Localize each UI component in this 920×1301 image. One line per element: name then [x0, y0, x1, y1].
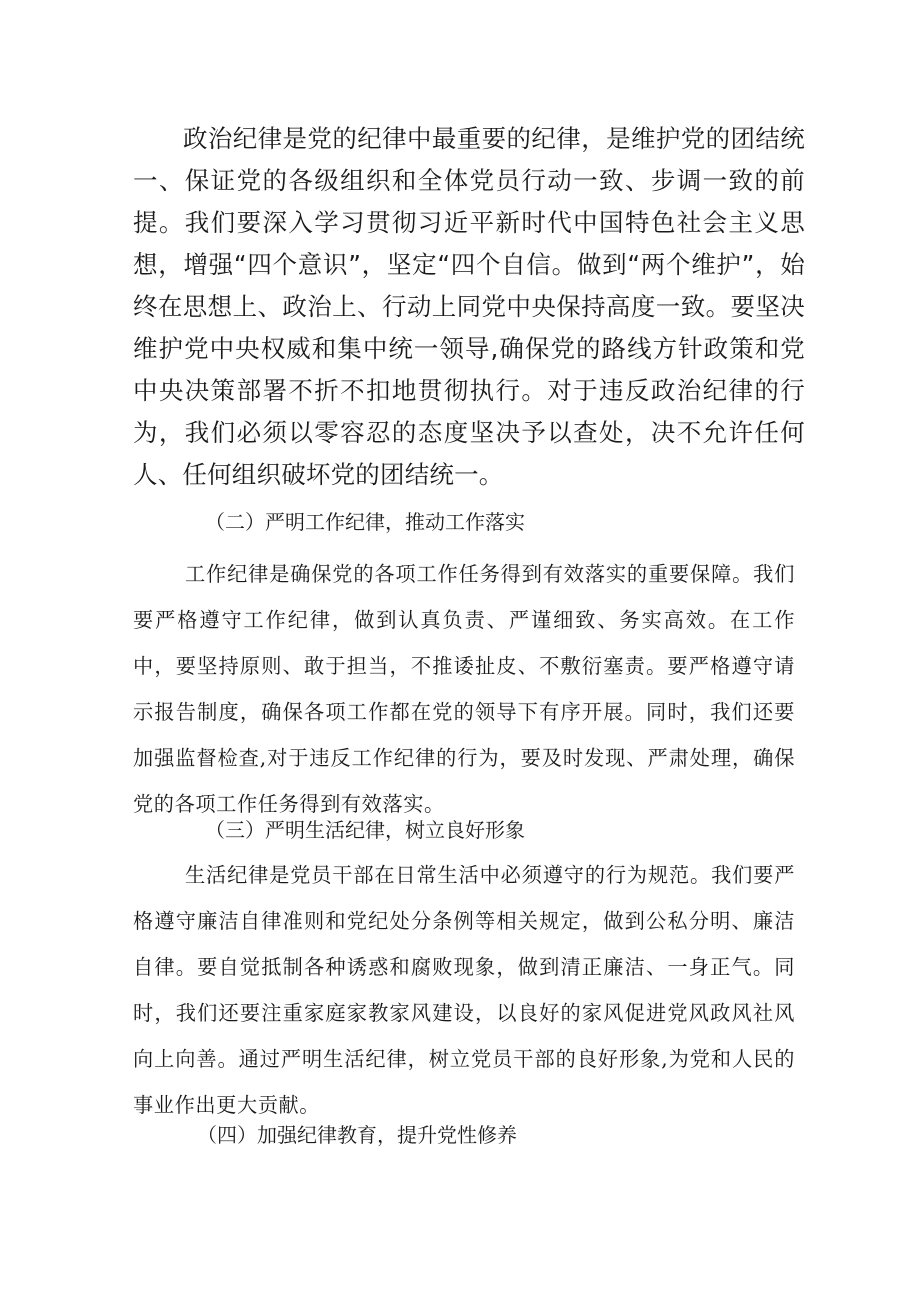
paragraph-political-discipline: 政治纪律是党的纪律中最重要的纪律，是维护党的团结统一、保证党的各级组织和全体党员行动一致、步调一致的前提。我们要深入学习贯彻习近平新时代中国特色社会主义思想，增强“四个意识”，坚定“四个自信。做到“两个维护”，始终在思想上、政治上、行动上同党中央保持高度一致。要坚决维护党中央权威和集中统一领导,确保党的路线方针政策和党中央决策部署不折不扣地贯彻执行。对于违反政治纪律的行为，我们必须以零容忍的态度坚决予以查处，决不允许任何人、任何组织破坏党的团结统一。	[133, 124, 805, 489]
paragraph-life-discipline: 生活纪律是党员干部在日常生活中必须遵守的行为规范。我们要严格遵守廉洁自律准则和党纪处分条例等相关规定，做到公私分明、廉洁自律。要自觉抵制各种诱惑和腐败现象，做到清正廉洁、一身正气。同时，我们还要注重家庭家教家风建设，以良好的家风促进党风政风社风向上向善。通过严明生活纪律，树立党员干部的良好形象,为党和人民的事业作出更大贡献。	[133, 863, 795, 1117]
section-heading-discipline-education: （四）加强纪律教育，提升党性修养	[197, 1123, 517, 1147]
section-heading-work-discipline: （二）严明工作纪律，推动工作落实	[205, 510, 525, 534]
paragraph-work-discipline: 工作纪律是确保党的各项工作任务得到有效落实的重要保障。我们要严格遵守工作纪律，做到认真负责、严谨细致、务实高效。在工作中，要坚持原则、敢于担当，不推诿扯皮、不敷衍塞责。要严格遵守请示报告制度，确保各项工作都在党的领导下有序开展。同时，我们还要加强监督检查,对于违反工作纪律的行为，要及时发现、严肃处理，确保党的各项工作任务得到有效落实。	[133, 562, 795, 816]
section-heading-life-discipline: （三）严明生活纪律，树立良好形象	[205, 818, 525, 842]
